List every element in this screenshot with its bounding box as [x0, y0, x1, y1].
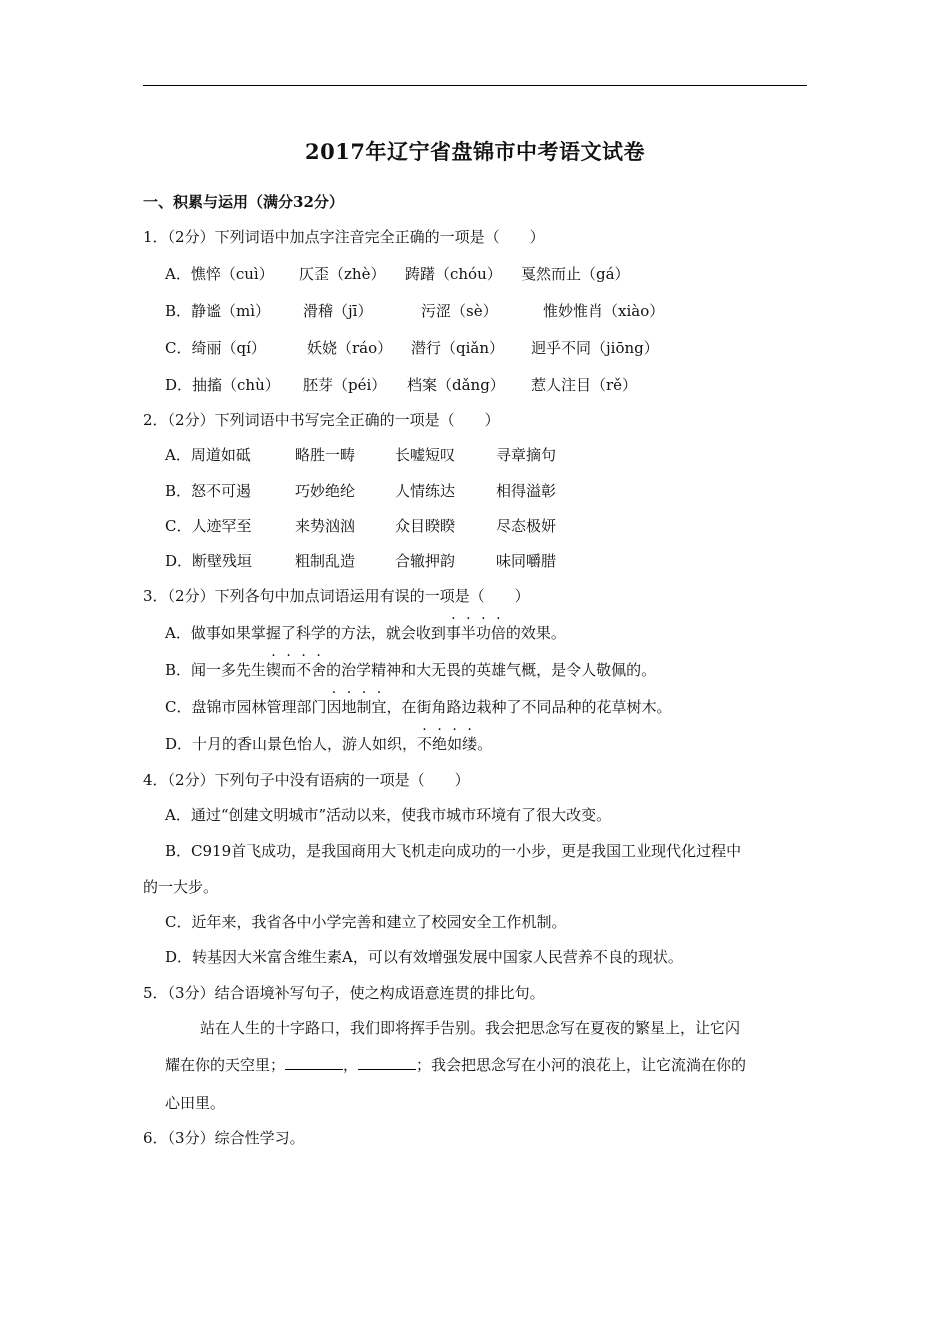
q3-option-d — [165, 734, 492, 754]
q4-option-d: D．转基因大米富含维生素A，可以有效增强发展中国家人民营养不良的现状。 — [165, 948, 683, 966]
q3-d-text: D．十月的香山景色怡人，游人如织， — [165, 735, 418, 753]
q4-option-b-line2: 的一大步。 — [143, 878, 219, 896]
emphasis-char: 地 — [341, 698, 357, 716]
q3-d-dotted-phrase — [417, 735, 477, 753]
q3-b-tail: 的治学精神和大无畏的英雄气概，是令人敬佩的。 — [326, 661, 657, 679]
question-1-stem: 1．（2分）下列词语中加点字注音完全正确的一项是（ ） — [143, 228, 545, 246]
emphasis-char: 舍 — [311, 661, 327, 679]
q2-b-2: 巧妙绝纶 — [295, 482, 356, 500]
header-rule — [143, 85, 807, 86]
emphasis-char: 而 — [281, 661, 297, 679]
q1-b-1: B．静谧（mì） — [165, 302, 271, 320]
emphasis-char: 如 — [447, 735, 463, 753]
q2-a-1: A．周道如砥 — [165, 446, 251, 464]
q3-option-a — [165, 623, 566, 643]
section-heading: 一、积累与运用（满分32分） — [143, 193, 344, 211]
emphasis-char: 不 — [296, 661, 312, 679]
emphasis-char: 事 — [445, 624, 461, 642]
q3-option-b — [165, 660, 656, 680]
q1-d-1: D．抽搐（chù） — [165, 376, 280, 394]
q4-option-b-line1: B．C919首飞成功，是我国商用大飞机走向成功的一小步，更是我国工业现代化过程中 — [165, 842, 742, 860]
q3-b-dotted-phrase — [266, 661, 326, 679]
emphasis-char: 因 — [326, 698, 342, 716]
q2-a-4: 寻章摘句 — [496, 446, 557, 464]
q5-blank-2[interactable] — [358, 1055, 416, 1070]
emphasis-char: 倍 — [490, 624, 506, 642]
q1-a-4: 戛然而止（gá） — [521, 265, 630, 283]
q5-passage-line1: 站在人生的十字路口，我们即将挥手告别。我会把思念写在夏夜的繁星上，让它闪 — [200, 1019, 741, 1037]
q1-d-2: 胚芽（péi） — [303, 376, 387, 394]
q1-c-1: C．绮丽（qí） — [165, 339, 266, 357]
emphasis-char: 绝 — [432, 735, 448, 753]
q2-d-3: 合辙押韵 — [395, 552, 456, 570]
q2-d-4: 味同嚼腊 — [496, 552, 557, 570]
emphasis-char: 不 — [417, 735, 433, 753]
q1-b-3: 污涩（sè） — [421, 302, 498, 320]
question-2-stem: 2．（2分）下列词语中书写完全正确的一项是（ ） — [143, 411, 500, 429]
emphasis-char: 缕 — [462, 735, 478, 753]
q2-b-1: B．怒不可遏 — [165, 482, 252, 500]
q5-passage-line3: 心田里。 — [165, 1094, 226, 1112]
emphasis-char: 制 — [356, 698, 372, 716]
q2-c-3: 众目睽睽 — [395, 517, 456, 535]
q5-blank-1[interactable] — [285, 1055, 343, 1070]
q2-c-4: 尽态极妍 — [496, 517, 557, 535]
q2-a-3: 长嘘短叹 — [395, 446, 456, 464]
q1-c-2: 妖娆（ráo） — [307, 339, 393, 357]
q5-passage-line2 — [165, 1055, 746, 1075]
q4-option-a: A．通过“创建文明城市”活动以来，使我市城市环境有了很大改变。 — [165, 806, 612, 824]
q2-a-2: 略胜一畴 — [295, 446, 356, 464]
q1-d-3: 档案（dǎng） — [407, 376, 505, 394]
emphasis-char: 宜 — [371, 698, 387, 716]
q3-d-tail: 。 — [477, 735, 493, 753]
q5-separator: ， — [343, 1056, 359, 1074]
q1-a-2: 仄歪（zhè） — [299, 265, 386, 283]
question-5-stem: 5．（3分）结合语境补写句子，使之构成语意连贯的排比句。 — [143, 984, 545, 1002]
q2-c-1: C．人迹罕至 — [165, 517, 252, 535]
q2-d-2: 粗制乱造 — [295, 552, 356, 570]
q3-a-dotted-phrase — [446, 624, 506, 642]
question-3-stem: 3．（2分）下列各句中加点词语运用有误的一项是（ ） — [143, 587, 530, 605]
question-4-stem: 4．（2分）下列句子中没有语病的一项是（ ） — [143, 771, 470, 789]
q1-a-1: A．憔悴（cuì） — [165, 265, 274, 283]
q1-d-4: 惹人注目（rě） — [531, 376, 638, 394]
q2-c-2: 来势汹汹 — [295, 517, 356, 535]
q3-c-dotted-phrase — [326, 698, 386, 716]
q3-a-tail: 的效果。 — [505, 624, 566, 642]
q5-passage-text-a: 耀在你的天空里； — [165, 1056, 286, 1074]
q4-option-c: C．近年来，我省各中小学完善和建立了校园安全工作机制。 — [165, 913, 567, 931]
q5-passage-text-b: ；我会把思念写在小河的浪花上，让它流淌在你的 — [416, 1056, 747, 1074]
q3-c-text: C．盘锦市园林管理部门 — [165, 698, 327, 716]
q2-b-4: 相得溢彰 — [496, 482, 557, 500]
q3-b-text: B．闻一多先生 — [165, 661, 267, 679]
q3-c-tail: ，在街角路边栽种了不同品种的花草树木。 — [386, 698, 672, 716]
q1-a-3: 踌躇（chóu） — [405, 265, 502, 283]
q2-b-3: 人情练达 — [395, 482, 456, 500]
q1-c-3: 潜行（qiǎn） — [411, 339, 505, 357]
q2-d-1: D．断壁残垣 — [165, 552, 253, 570]
emphasis-char: 半 — [460, 624, 476, 642]
q1-b-4: 惟妙惟肖（xiào） — [543, 302, 665, 320]
emphasis-char: 锲 — [266, 661, 282, 679]
q1-b-2: 滑稽（jī） — [303, 302, 373, 320]
q1-c-4: 迥乎不同（jiōng） — [531, 339, 659, 357]
emphasis-char: 功 — [475, 624, 491, 642]
page-title: 2017年辽宁省盘锦市中考语文试卷 — [305, 139, 645, 164]
question-6-stem: 6．（3分）综合性学习。 — [143, 1129, 305, 1147]
q3-a-text: A．做事如果掌握了科学的方法，就会收到 — [165, 624, 446, 642]
q3-option-c — [165, 697, 672, 717]
